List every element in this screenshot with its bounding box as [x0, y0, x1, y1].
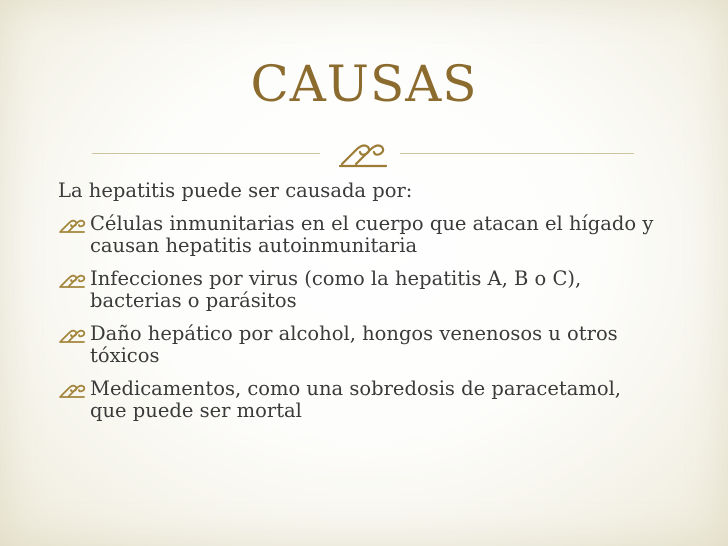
bullet-item	[58, 268, 658, 312]
intro-text: La hepatitis puede ser causada por:	[58, 179, 413, 202]
bullet-item	[58, 323, 658, 367]
slide-body	[58, 180, 658, 433]
fleuron-bullet-icon	[58, 272, 86, 288]
slide-title: CAUSAS	[250, 55, 478, 113]
fleuron-bullet-icon	[58, 382, 86, 398]
fleuron-bullet-icon	[58, 327, 86, 343]
bullet-text: Infecciones por virus (como la hepatitis A, B o C), bacterias o parásitos	[90, 267, 582, 312]
bullet-text: Medicamentos, como una sobredosis de paracetamol, que puede ser mortal	[90, 377, 622, 422]
title-divider-right	[400, 153, 634, 154]
fleuron-bullet-icon	[58, 217, 86, 233]
bullet-item	[58, 378, 658, 422]
bullet-list	[58, 213, 658, 422]
bullet-text: Daño hepático por alcohol, hongos venenosos u otros tóxicos	[90, 322, 618, 367]
bullet-item	[58, 213, 658, 257]
title-divider-left	[92, 153, 320, 154]
fleuron-icon	[336, 136, 392, 170]
bullet-text: Células inmunitarias en el cuerpo que atacan el hígado y causan hepatitis autoinmunitaria	[90, 212, 654, 257]
